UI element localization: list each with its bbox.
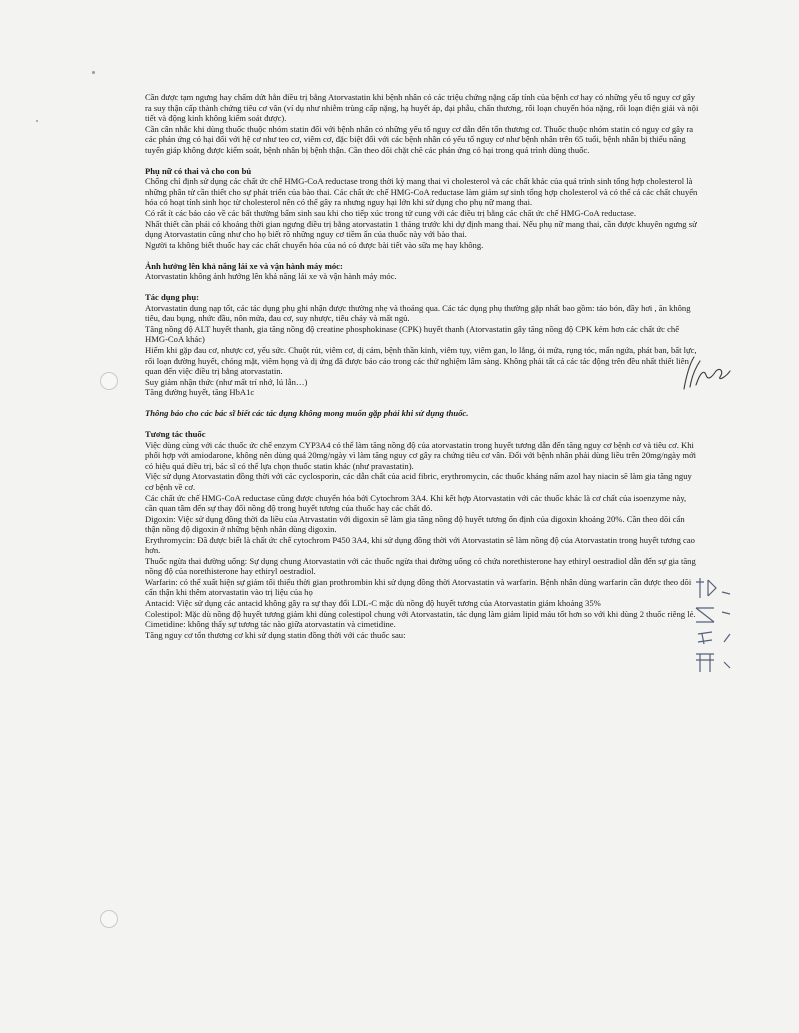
paragraph: Cần được tạm ngưng hay chấm dứt hẳn điều trị bằng Atorvastatin khi bệnh nhân có các triệu chứng nặng cấp tính của bệnh cơ hay có những yếu tố nguy cơ gây ra suy thận cấp thành chứng tiêu cơ vân (ví dụ như nhiễm trùng cấp nặng, hạ huyết áp, đại phẫu, chấn thương, rối loạn chuyển hóa nặng, rối loạn điện giải và nội tiết và động kinh không kiểm soát được). (145, 92, 699, 124)
paragraph: Chống chỉ định sử dụng các chất ức chế HMG-CoA reductase trong thời kỳ mang thai vì cholesterol và các chất khác của quá trình sinh tổng hợp cholesterol là những phân tử cần thiết cho sự phát triển của bào thai. Các chất ức chế HMG-CoA reductase làm giảm sự sinh tổng hợp cholesterol và có thể cả các chất chuyển hóa có hoạt tính sinh học từ cholesterol nên có thể gây ra nhưng nguy hại lớn khi sử dụng cho phụ nữ mang thai. (145, 176, 698, 208)
paragraph: Có rất ít các báo cáo về các bất thường bẩm sinh sau khi cho tiếp xúc trong tử cung với các điều trị bằng các chất ức chế HMG-CoA reductase. (145, 207, 637, 218)
scan-speck (36, 120, 38, 122)
driving-section (145, 261, 700, 282)
paragraph: Việc dùng cùng với các thuốc ức chế enzym CYP3A4 có thể làm tăng nồng độ của atorvastatin trong huyết tương dẫn đến tăng nguy cơ bệnh cơ và tiêu cơ. Khi phối hợp với amiodarone, không nên dùng quá 20mg/ngày vì làm tăng nguy cơ gây ra chứng tiêu cơ vân. Đối với bệnh nhân phải dùng liều trên 20mg/ngày mới có hiệu quả điều trị, bác sĩ có thể lựa chọn thuốc statin khác (như pravastatin). (145, 439, 697, 471)
paragraph: Digoxin: Việc sử dụng đồng thời đa liều của Atrvastatin với digoxin sẽ làm gia tăng nồng độ huyết tương ổn định của digoxin khoảng 20%. Cần theo dõi cẩn thận nồng độ digoxin ở những bệnh nhân dùng digoxin. (145, 513, 685, 535)
paragraph: Cần cân nhắc khi dùng thuốc thuộc nhóm statin đối với bệnh nhân có những yếu tố nguy cơ dẫn đến tổn thương cơ. Thuốc thuộc nhóm statin có nguy cơ gây ra các phản ứng có hại đối với hệ cơ như teo cơ, viêm cơ, đặc biệt đối với các bệnh nhân có yếu tố nguy cơ như bệnh nhân trên 65 tuổi, bệnh nhân bị thiểu năng tuyến giáp không được kiểm soát, bệnh nhân bị bệnh thận. Cần theo dõi chặt chẽ các phản ứng có hại trong quá trình dùng thuốc. (145, 123, 694, 155)
paragraph: Warfarin: có thể xuất hiện sự giảm tối thiểu thời gian prothrombin khi sử dụng đồng thời Atorvastatin và warfarin. Bệnh nhân dùng warfarin cần được theo dõi cẩn thận khi thêm atorvastatin vào trị liệu của họ (145, 576, 692, 598)
paragraph: Atorvastatin không ảnh hưởng lên khả năng lái xe và vận hành máy móc. (145, 271, 397, 282)
paragraph: Erythromycin: Đã được biết là chất ức chế cytochrom P450 3A4, khi sử dụng đồng thời với Atorvastatin sẽ làm nồng độ của Atorvastatin trong huyết tương cao hơn. (145, 534, 695, 556)
section-heading: Phụ nữ có thai và cho con bú (145, 165, 252, 176)
physician-notice: Thông báo cho các bác sĩ biết các tác dụng không mong muốn gặp phải khi sử dụng thuốc. (145, 408, 469, 419)
paragraph: Antacid: Việc sử dụng các antacid không gây ra sự thay đổi LDL-C mặc dù nồng độ huyết tương của Atorvastatin giảm khoảng 35% (145, 598, 601, 609)
paragraph: Nhất thiết cần phải có khoảng thời gian ngưng điều trị bằng atorvastatin 1 tháng trước khi dự định mang thai. Nếu phụ nữ mang thai, cần được khuyên ngưng sử dụng Atorvastatin cũng như cho họ biết rõ những nguy cơ tiềm ẩn của thuốc này với bào thai. (145, 218, 697, 240)
paragraph: Hiếm khi gặp đau cơ, nhược cơ, yếu sức. Chuột rút, viêm cơ, dị cảm, bệnh thần kinh, viêm tụy, viêm gan, lo lắng, ói mửa, rụng tóc, mẩn ngứa, phát ban, bất lực, rối loạn đường huyết, chóng mặt, viêm họng và dị ứng đã được báo cáo trong các thử nghiệm lâm sàng. Không phải tất cả các tác động trên đều nhất thiết liên quan đến việc điều trị bằng atorvastatin. (145, 344, 697, 377)
document-body (145, 92, 700, 640)
paragraph: Cimetidine: không thấy sự tương tác nào giữa atorvastatin và cimetidine. (145, 619, 396, 630)
punch-hole (100, 910, 118, 928)
paragraph: Suy giảm nhận thức (như mất trí nhớ, lú lẫn…) (145, 376, 308, 387)
section-heading: Tương tác thuốc (145, 429, 206, 440)
paragraph: Thuốc ngừa thai đường uống: Sự dụng chung Atorvastatin với các thuốc ngừa thai đường uống có chứa norethisterone hay ethiryl oestradiol dẫn đến sự gia tăng nồng độ của norethisterone hay ethiryl oestradiol. (145, 555, 696, 577)
paragraph: Tăng nguy cơ tổn thương cơ khi sử dụng statin đồng thời với các thuốc sau: (145, 629, 406, 640)
section-heading: Tác dụng phụ: (145, 292, 199, 303)
paragraph: Việc sử dụng Atorvastatin đồng thời với các cyclosporin, các dẫn chất của acid fibric, erythromycin, các thuốc kháng nấm azol hay niacin sẽ làm gia tăng nguy cơ bệnh về cơ. (145, 471, 692, 492)
scan-speck (92, 71, 95, 74)
paragraph: Các chất ức chế HMG-CoA reductase cũng được chuyển hóa bởi Cytochrom 3A4. Khi kết hợp Atorvastatin với các thuốc khác là cơ chất của isoenzyme này, cần quan tâm đến sự thay đổi nồng độ trong huyết tương của thuốc hay các chất đó. (145, 492, 687, 514)
paragraph: Tăng đường huyết, tăng HbA1c (145, 387, 255, 398)
paragraph: Người ta không biết thuốc hay các chất chuyển hóa của nó có được bài tiết vào sữa mẹ hay không. (145, 239, 484, 250)
interactions-section (145, 429, 700, 640)
side-effects-section (145, 292, 700, 397)
pregnancy-section (145, 166, 700, 250)
intro-section (145, 92, 700, 155)
paragraph: Colestipol: Mặc dù nồng độ huyết tương giảm khi dùng colestipol chung với Atorvastatin, tác dụng làm giảm lipid máu tốt hơn so với khi dùng 2 thuốc riêng lẻ. (145, 608, 696, 619)
paragraph: Atorvastatin dung nạp tốt, các tác dụng phụ ghi nhận được thường nhẹ và thoáng qua. Các tác dụng phụ thường gặp nhất bao gồm: táo bón, đầy hơi , ăn không tiêu, đau bụng, nhức đầu, nôn mửa, đau cơ, suy nhược, tiêu chảy và mất ngủ. (145, 302, 691, 324)
punch-hole (100, 372, 118, 390)
paragraph: Tăng nồng độ ALT huyết thanh, gia tăng nồng độ creatine phosphokinase (CPK) huyết thanh (Atorvastatin gây tăng nồng độ CPK kém hơn các chất ức chế HMG-CoA khác) (145, 323, 680, 345)
section-heading: Ảnh hưởng lên khả năng lái xe và vận hành máy móc: (145, 260, 343, 271)
